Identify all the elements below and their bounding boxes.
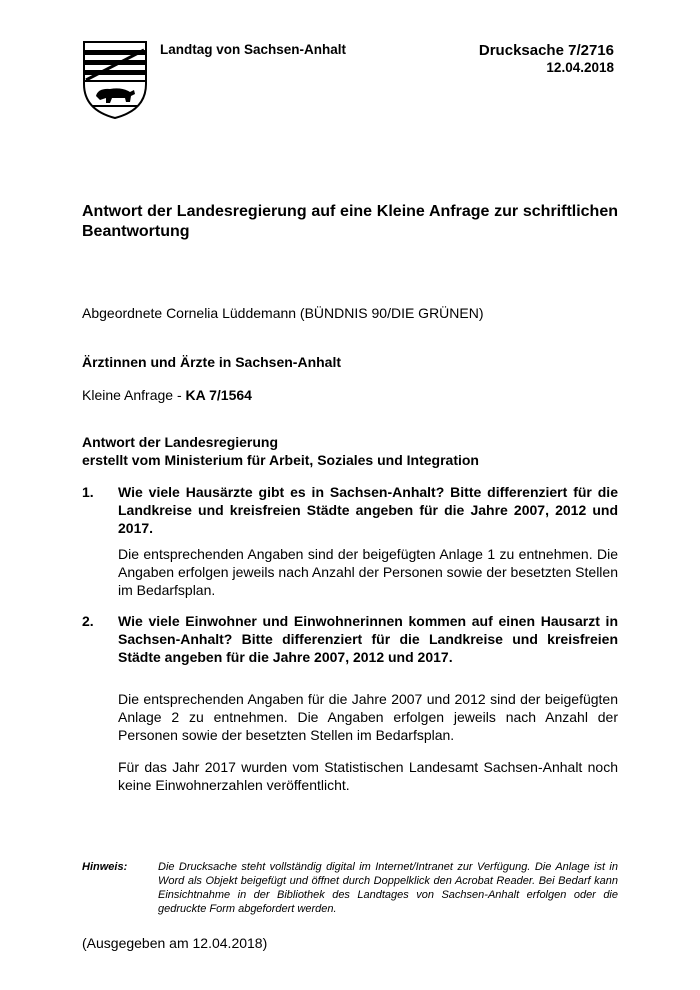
answer-heading — [82, 433, 618, 469]
document-id-block — [479, 42, 614, 76]
question-text: Wie viele Hausärzte gibt es in Sachsen-Anhalt? Bitte differenziert für die Landkreise und kreisfreien Städte angeben für die Jahre 2007, 2012 und 2017. — [118, 484, 618, 536]
document-title: Antwort der Landesregierung auf eine Kleine Anfrage zur schriftlichen Beantwortung — [82, 203, 618, 240]
inquiry-number: KA 7/1564 — [185, 387, 252, 403]
coat-of-arms-logo — [82, 40, 148, 120]
issued-date: (Ausgegeben am 12.04.2018) — [82, 935, 268, 951]
question-text: Wie viele Einwohner und Einwohnerinnen kommen auf einen Hausarzt in Sachsen-Anhalt? Bitte differenziert für die Landkreise und kreisfreien Städte angeben für die Jahre 2007, 2012 und 2017. — [118, 613, 618, 665]
question-number: 2. — [82, 613, 94, 629]
answer-paragraph: Für das Jahr 2017 wurden vom Statistischen Landesamt Sachsen-Anhalt noch keine Einwohnerzahlen veröffentlicht. — [118, 759, 618, 793]
note-label: Hinweis: — [82, 861, 128, 873]
answer-heading-line1: Antwort der Landesregierung — [82, 434, 279, 450]
drucksache-number: Drucksache 7/2716 — [478, 42, 614, 59]
author-line: Abgeordnete Cornelia Lüddemann (BÜNDNIS 90/DIE GRÜNEN) — [82, 305, 484, 321]
answer-heading-line2: erstellt vom Ministerium für Arbeit, Soziales und Integration — [82, 452, 479, 468]
question-number: 1. — [82, 484, 94, 500]
note-text: Die Drucksache steht vollständig digital im Internet/Intranet zur Verfügung. Die Anlage ist in Word als Objekt beigefügt und öffnet durch Doppelklick den Acrobat Reader. Bei Bedarf kann Einsichtnahme in der Bibliothek des Landtages von Sachsen-Anhalt erfolgen oder die gedruckte Form abgefordert werden. — [158, 861, 618, 915]
subject-heading: Ärztinnen und Ärzte in Sachsen-Anhalt — [82, 354, 342, 370]
answer-paragraph: Die entsprechenden Angaben sind der beigefügten Anlage 1 zu entnehmen. Die Angaben erfolgen jeweils nach Anzahl der Personen sowie der besetzten Stellen im Bedarfsplan. — [118, 546, 618, 598]
parliament-name: Landtag von Sachsen-Anhalt — [160, 42, 347, 57]
inquiry-prefix: Kleine Anfrage - — [82, 387, 186, 403]
answer-paragraph: Die entsprechenden Angaben für die Jahre 2007 und 2012 sind der beigefügten Anlage 2 zu entnehmen. Die Angaben erfolgen jeweils nach Anzahl der Personen sowie der besetzten Stellen im Bedarfsplan. — [118, 691, 618, 743]
inquiry-reference — [82, 386, 618, 404]
document-date: 12.04.2018 — [546, 60, 614, 75]
